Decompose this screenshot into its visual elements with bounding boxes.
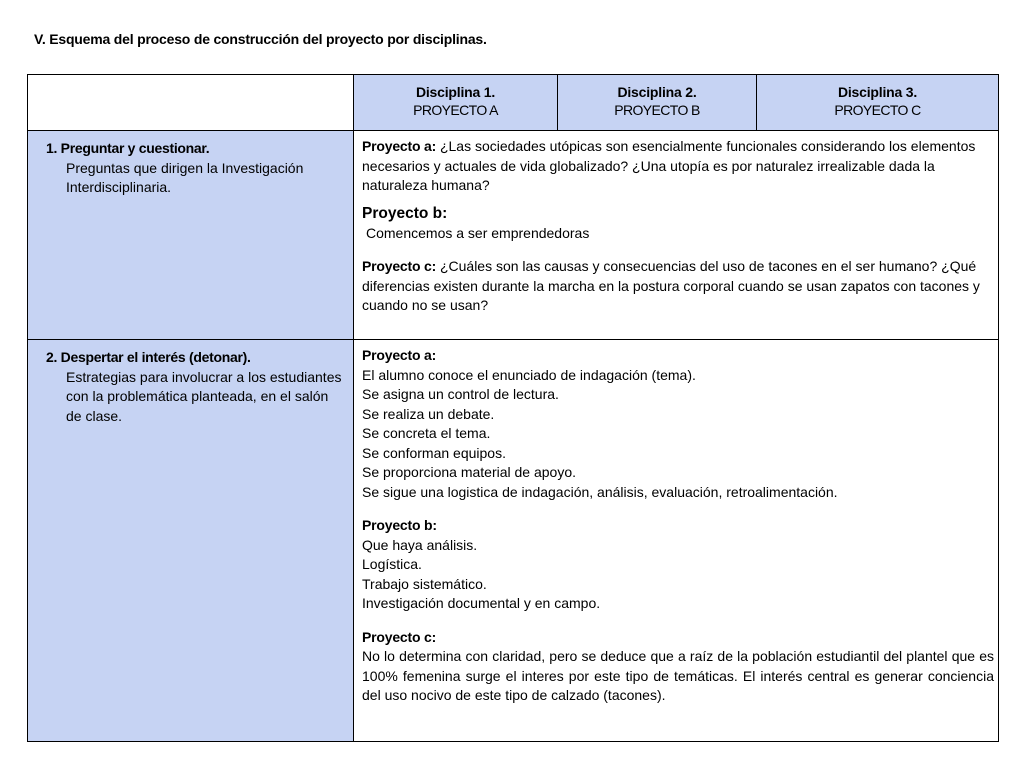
row-label-title: 1. Preguntar y cuestionar. (46, 140, 210, 156)
list-item: Se asigna un control de lectura. (362, 386, 559, 402)
list-item: Se realiza un debate. (362, 405, 495, 422)
header-discipline-1 (354, 75, 558, 131)
project-c-text: ¿Cuáles son las causas y consecuencias del uso de tacones en el ser humano? ¿Qué diferencias existen durante la marcha en la postura corporal cuando se usan zapatos con tacones y cuando no se usan? (362, 258, 980, 313)
list-item: Investigación documental y en campo. (362, 595, 601, 611)
table-row (28, 340, 999, 742)
list-item: Trabajo sistemático. (362, 575, 487, 592)
row-content-cell (354, 131, 999, 340)
page-title: V. Esquema del proceso de construcción del proyecto por disciplinas. (34, 31, 487, 47)
project-c-label: Proyecto c: (362, 258, 437, 274)
list-item: Se concreta el tema. (362, 425, 491, 441)
list-item: Se proporciona material de apoyo. (362, 464, 577, 480)
project-b-label: Proyecto b: (362, 517, 437, 533)
table-row (28, 131, 999, 340)
project-b-label: Proyecto b: (362, 204, 448, 222)
discipline-name: Disciplina 1. (415, 84, 496, 100)
row-label-cell (28, 131, 354, 340)
discipline-project: PROYECTO B (614, 102, 700, 118)
row-label-description: Preguntas que dirigen la Investigación Interdisciplinaria. (66, 159, 304, 195)
header-discipline-2 (558, 75, 757, 131)
header-empty-cell (28, 75, 354, 131)
row-label-description: Estrategias para involucrar a los estudiantes con la problemática planteada, en el salón de clase. (66, 368, 342, 424)
discipline-project: PROYECTO A (413, 102, 498, 118)
list-item: Se sigue una logistica de indagación, análisis, evaluación, retroalimentación. (362, 483, 838, 500)
project-a-label: Proyecto a: (362, 138, 437, 154)
row-label-title: 2. Despertar el interés (detonar). (46, 349, 251, 365)
row-content-cell (354, 340, 999, 742)
project-c-label: Proyecto c: (362, 628, 437, 645)
discipline-name: Disciplina 3. (837, 84, 918, 100)
project-a-block (362, 137, 994, 196)
row-label-cell (28, 340, 354, 742)
list-item: Se conforman equipos. (362, 444, 506, 461)
discipline-project: PROYECTO C (834, 102, 921, 118)
process-schema-table (27, 74, 999, 742)
project-a-text: ¿Las sociedades utópicas son esencialmente funcionales considerando los elementos necesarios y actuales de vida globalizado? ¿Una utopía es por naturalez irrealizable dada la naturaleza humana? (362, 138, 976, 193)
header-row (28, 75, 999, 131)
project-a-label: Proyecto a: (362, 347, 437, 363)
header-discipline-3 (757, 75, 999, 131)
project-c-block (362, 257, 994, 316)
discipline-name: Disciplina 2. (617, 84, 697, 100)
project-c-text: No lo determina con claridad, pero se deduce que a raíz de la población estudiantil del plantel que es 100% femenina surge el interes por este tipo de temáticas. El interés central es generar conciencia del uso nocivo de este tipo de calzado (tacones). (362, 648, 994, 703)
list-item: Logística. (362, 556, 422, 572)
project-b-text: Comencemos a ser emprendedoras (366, 224, 590, 241)
list-item: El alumno conoce el enunciado de indagación (tema). (362, 366, 696, 383)
list-item: Que haya análisis. (362, 536, 478, 553)
